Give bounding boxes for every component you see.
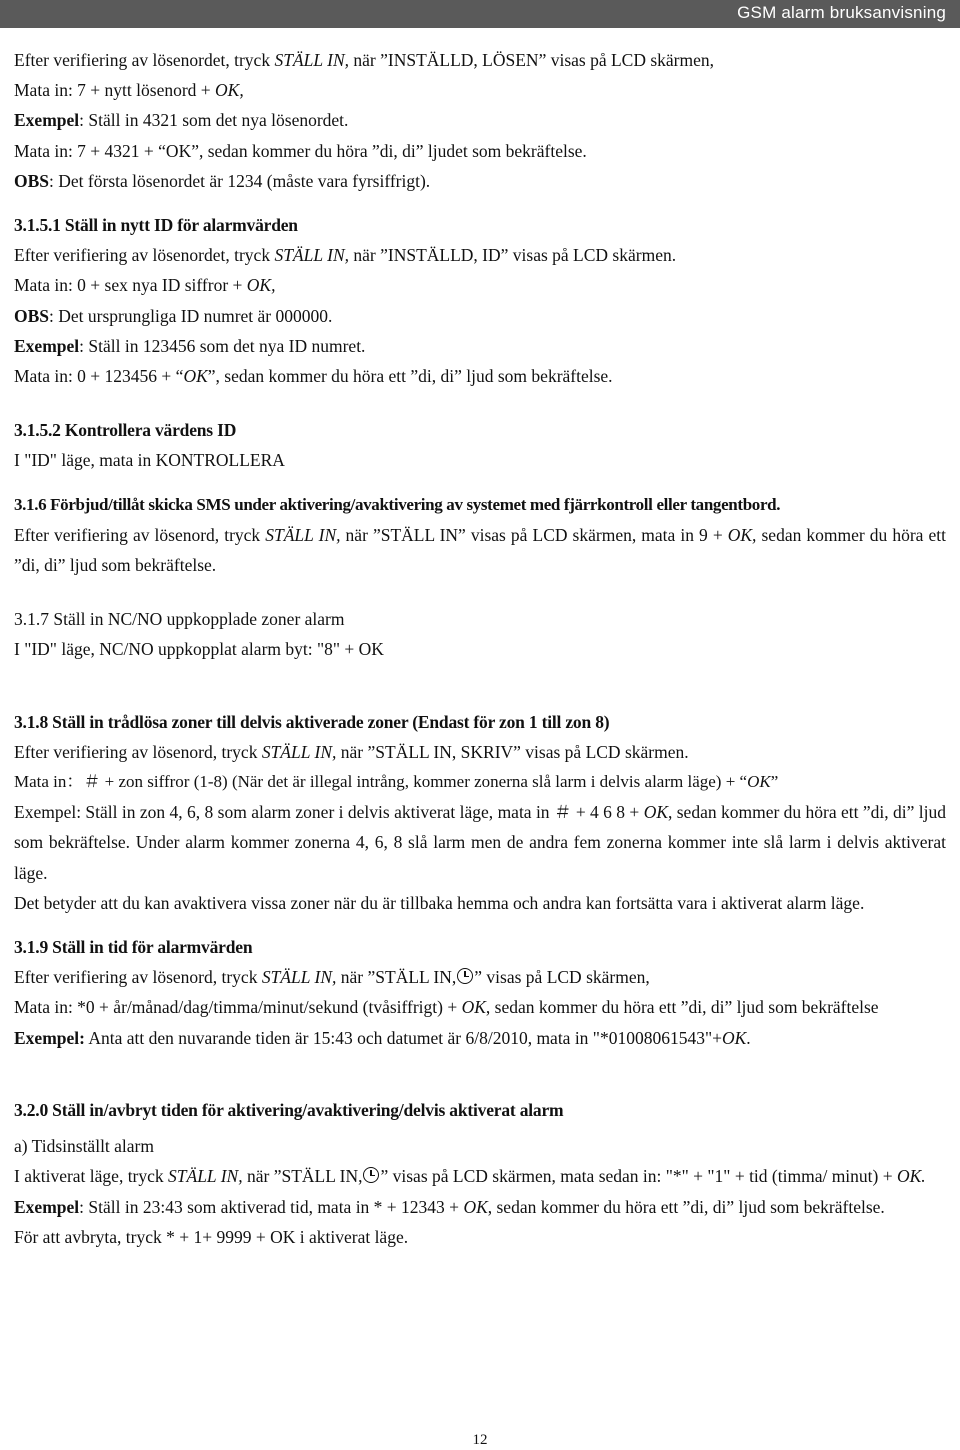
text: Efter verifiering av lösenordet, tryck [14,245,275,266]
intro-line-5 [14,166,946,196]
s320-line-4: För att avbryta, tryck * + 1+ 9999 + OK i aktiverat läge. [14,1226,409,1247]
s320-paragraph-2 [14,1161,946,1191]
text: Mata in: 0 + 123456 + “ [14,366,184,387]
clock-icon [457,968,473,984]
page-content [14,45,946,1252]
command-text: OK [463,1196,488,1217]
text: när ”STÄLL IN, SKRIV” visas på LCD skärmen. [336,741,689,762]
command-text: OK, [246,275,276,296]
command-text: OK, [727,524,757,545]
text: ” [770,772,779,792]
text: Efter verifiering av lösenord, tryck [14,524,266,545]
text: ” visas på LCD skärmen, [474,967,650,988]
command-text: STÄLL IN, [261,741,337,762]
text: när ”STÄLL IN” visas på LCD skärmen, mata in 9 + [340,524,728,545]
section-heading-320: 3.2.0 Ställ in/avbryt tiden för aktivering/avaktivering/delvis aktiverat alarm [14,1099,564,1120]
text: Mata in: *0 + år/månad/dag/timma/minut/sekund (tvåsiffrigt) + [14,997,462,1018]
section-heading-319: 3.1.9 Ställ in tid för alarmvärden [14,937,253,958]
text: . [746,1027,751,1048]
command-text: STÄLL IN, [265,524,341,545]
command-text: STÄLL IN, [274,50,350,70]
document-title: GSM alarm bruksanvisning [737,3,946,22]
s318-paragraph-3 [14,797,946,888]
header-bar [0,0,960,28]
s318-paragraph-4: Det betyder att du kan avaktivera vissa zoner när du är tillbaka hemma och andra kan fortsätta vara i aktiverat alarm läge. [14,892,865,913]
s319-line-1 [14,962,946,992]
text: när ”INSTÄLLD, LÖSEN” visas på LCD skärmen, [349,50,715,70]
s318-line-1 [14,737,946,767]
text: Efter verifiering av lösenord, tryck [14,741,262,762]
command-text: OK [461,997,486,1018]
note-label: OBS [14,170,50,191]
s3151-line-4 [14,331,946,361]
command-text: OK [183,366,208,387]
example-label: Exempel: [14,1027,85,1048]
section-heading-3152: 3.1.5.2 Kontrollera värdens ID [14,420,237,441]
s3151-line-5 [14,361,946,391]
text: : Ställ in 123456 som det nya ID numret. [79,335,366,356]
page-number: 12 [472,1432,488,1448]
text: , sedan kommer du höra ett ”di, di” ljud som bekräftelse. [487,1196,885,1217]
note-label: OBS [14,305,50,326]
command-text: STÄLL IN, [274,245,350,266]
text: I aktiverat läge, tryck [14,1166,169,1187]
intro-line-2 [14,75,946,105]
section-heading-318: 3.1.8 Ställ in trådlösa zoner till delvis aktiverade zoner (Endast för zon 1 till zon 8) [14,711,610,732]
text: Mata in：＃ + zon siffror (1-8) (När det är illegal intrång, kommer zonerna slå larm i delvis alarm läge) + “ [14,772,748,792]
command-text: STÄLL IN, [168,1166,243,1187]
clock-icon [363,1167,379,1183]
text: Efter verifiering av lösenordet, tryck [14,50,275,70]
command-text: OK, [215,80,244,101]
s319-line-3 [14,1023,946,1053]
s316-paragraph [14,520,946,580]
text: , sedan kommer du höra ett ”di, di” ljud som bekräftelse. Under alarm kommer zonerna 4, 6, 8 slå larm men de andra fem zonerna kommer inte slå larm i delvis aktiverat läge. [14,802,946,883]
command-text: OK [643,802,668,823]
text: Mata in: 7 + nytt lösenord + [14,80,216,101]
section-heading-3151: 3.1.5.1 Ställ in nytt ID för alarmvärden [14,215,298,236]
intro-line-3 [14,105,946,135]
s319-paragraph-2 [14,992,946,1022]
example-label: Exempel [14,1196,80,1217]
s318-line-2 [14,767,946,797]
text: när ”STÄLL IN, [336,967,457,988]
s317-line-1: I "ID" läge, NC/NO uppkopplat alarm byt: "8" + OK [14,639,384,660]
s320-line-1: a) Tidsinställt alarm [14,1136,154,1157]
intro-line-4: Mata in: 7 + 4321 + “OK”, sedan kommer du höra ”di, di” ljudet som bekräftelse. [14,140,587,161]
text: när ”STÄLL IN, [242,1166,363,1187]
text: : Det ursprungliga ID numret är 000000. [49,305,333,326]
s3152-line-1: I "ID" läge, mata in KONTROLLERA [14,450,285,471]
s320-paragraph-3 [14,1192,946,1222]
command-text: OK. [896,1166,926,1187]
section-heading-316: 3.1.6 Förbjud/tillåt skicka SMS under aktivering/avaktivering av systemet med fjärrkontroll eller tangentbord. [14,494,781,514]
text: sedan kommer du höra ett ”di, di” ljud som bekräftelse. [14,524,946,576]
command-text: STÄLL IN, [261,967,337,988]
section-heading-317: 3.1.7 Ställ in NC/NO uppkopplade zoner alarm [14,609,345,630]
text: ” visas på LCD skärmen, mata sedan in: "*" + "1" + tid (timma/ minut) + [380,1166,897,1187]
text: Anta att den nuvarande tiden är 15:43 och datumet är 6/8/2010, mata in "*01008061543"+ [84,1027,722,1048]
intro-line-1 [14,45,946,75]
text: , sedan kommer du höra ett ”di, di” ljud som bekräftelse [485,997,879,1018]
command-text: OK [721,1027,747,1048]
text: : Ställ in 23:43 som aktiverad tid, mata in * + 12343 + [79,1196,464,1217]
text: : Ställ in 4321 som det nya lösenordet. [79,110,349,131]
text: Efter verifiering av lösenord, tryck [14,967,262,988]
example-label: Exempel [14,335,80,356]
example-label: Exempel [14,110,80,131]
command-text: OK [747,772,771,792]
text: Mata in: 0 + sex nya ID siffror + [14,275,247,296]
text: : Det första lösenordet är 1234 (måste vara fyrsiffrigt). [49,170,431,191]
text: när ”INSTÄLLD, ID” visas på LCD skärmen. [349,245,677,266]
s3151-line-1 [14,240,946,270]
s3151-line-3 [14,301,946,331]
text: ”, sedan kommer du höra ett ”di, di” ljud som bekräftelse. [207,366,613,387]
text: Exempel: Ställ in zon 4, 6, 8 som alarm zoner i delvis aktiverat läge, mata in ＃ + 4 6 8 + [14,802,644,823]
s3151-line-2 [14,270,946,300]
